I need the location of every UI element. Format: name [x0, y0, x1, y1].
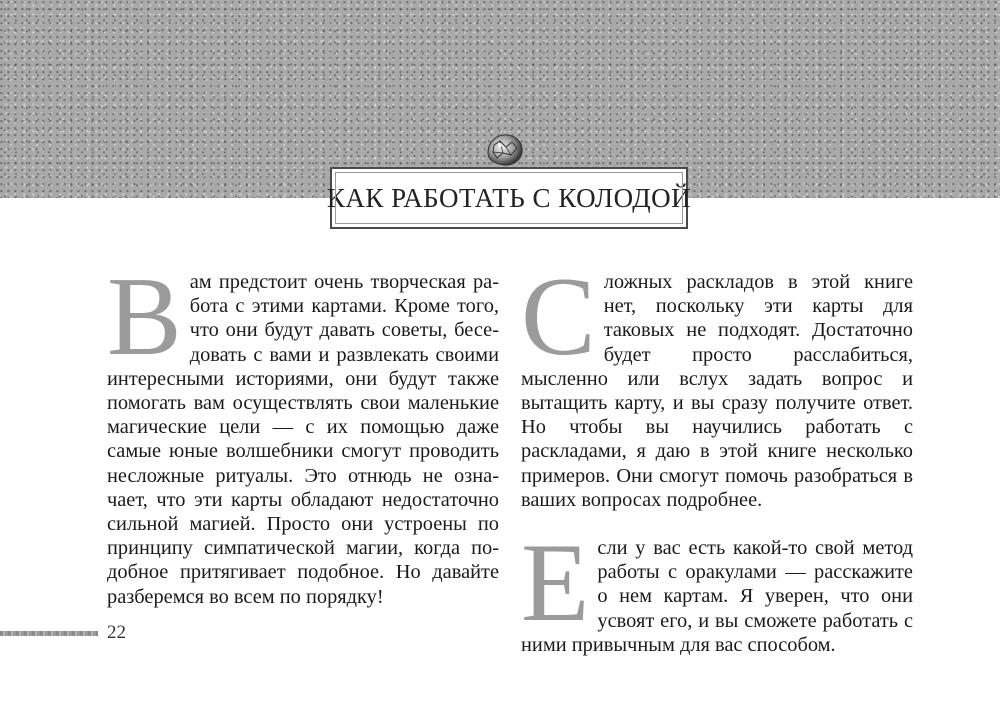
paragraph	[521, 521, 913, 657]
right-text-column	[521, 255, 913, 657]
chapter-title: КАК РАБОТАТЬ С КОЛОДОЙ	[326, 182, 692, 213]
drop-cap: Е	[521, 521, 590, 646]
page-number-rule	[0, 631, 98, 636]
paragraph-text: сли у вас есть какой-то свой метод работы с оракулами — расскажите о нем картам. Я уверен, что они усвоят его, и вы сможете работать с ними привычным для вас способом.	[521, 537, 913, 656]
paragraph	[107, 255, 499, 609]
drop-cap: С	[521, 255, 596, 379]
paragraph-text: ложных раскладов в этой книге нет, поскольку эти карты для таковых не подходят. Достаточно будет просто расслабиться, мысленно или вслух задать вопрос и вытащить карту, и вы сразу получите ответ. Но чтобы вы научились работать с раскладами, я даю в этой книге несколько примеров. Они смогут помочь разобраться в ваших вопросах подробнее.	[521, 271, 913, 511]
left-text-column	[107, 255, 499, 609]
page-number: 22	[107, 622, 126, 643]
crystal-orb-icon	[484, 131, 526, 167]
drop-cap: В	[107, 255, 182, 379]
paragraph-text: ам предстоит очень творческая работа с этими картами. Кроме того, что они будут давать советы, беседовать с вами и развлекать своими интересными историями, они будут также помогать вам осуществлять свои маленькие магические цели — с их помощью даже самые юные волшебники смогут проводить несложные ритуалы. Это отнюдь не означает, что эти карты обладают недостаточно сильной магией. Просто они устроены по принципу симпатической магии, когда подобное притягивает подобное. Но давайте разберемся во всем по порядку!	[107, 271, 499, 608]
chapter-title-frame	[326, 167, 692, 229]
paragraph	[521, 255, 913, 512]
